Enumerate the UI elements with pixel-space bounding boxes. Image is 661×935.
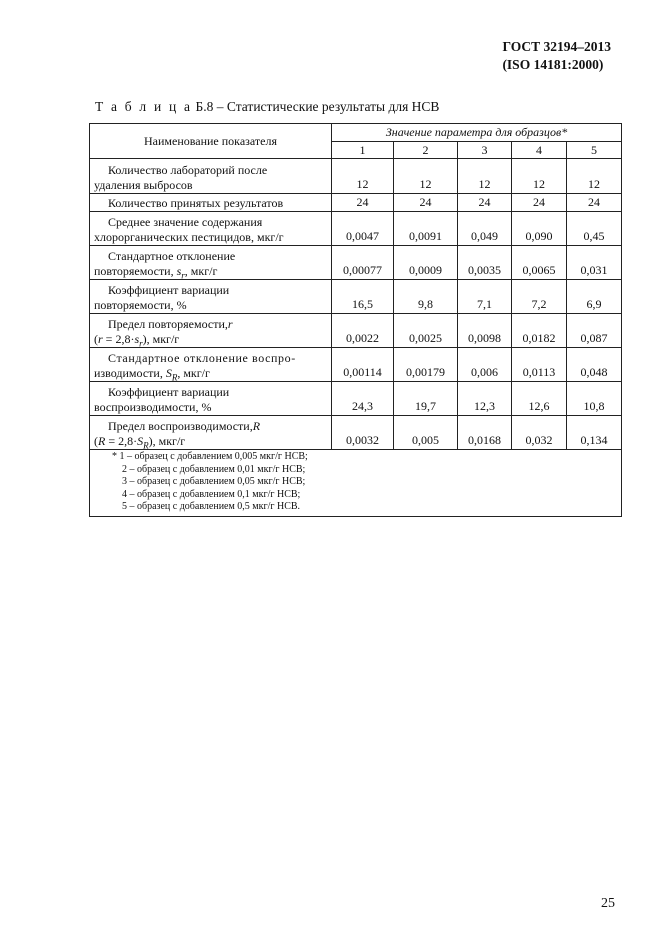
statistics-table [89, 123, 622, 517]
cell-value: 0,0009 [394, 246, 458, 280]
cell-value: 0,0032 [332, 416, 394, 450]
cell-value: 0,00114 [332, 348, 394, 382]
page-number: 25 [601, 896, 615, 911]
iso-reference: (ISO 14181:2000) [502, 57, 604, 72]
table-caption-prefix: Т а б л и ц а [95, 99, 193, 114]
table-notes-row [90, 450, 622, 517]
cell-value: 0,0025 [394, 314, 458, 348]
cell-value: 0,005 [394, 416, 458, 450]
cell-value: 0,049 [458, 212, 512, 246]
table-row [90, 212, 622, 246]
cell-value: 10,8 [567, 382, 622, 416]
cell-value: 24 [567, 194, 622, 212]
table-row [90, 382, 622, 416]
cell-value: 12 [394, 159, 458, 194]
cell-value: 0,00179 [394, 348, 458, 382]
document-header [502, 38, 611, 74]
cell-value: 24 [512, 194, 567, 212]
sample-header: 2 [394, 142, 458, 159]
table-header-row [90, 124, 622, 142]
cell-value: 6,9 [567, 280, 622, 314]
note-line: 5 – образец с добавлением 0,5 мкг/г НСВ. [122, 501, 301, 512]
cell-value: 0,0182 [512, 314, 567, 348]
cell-value: 7,2 [512, 280, 567, 314]
cell-value: 0,00077 [332, 246, 394, 280]
row-label: Коэффициент вариации воспроизводимости, % [90, 382, 332, 416]
cell-value: 24 [458, 194, 512, 212]
cell-value: 0,032 [512, 416, 567, 450]
cell-value: 9,8 [394, 280, 458, 314]
sample-header: 5 [567, 142, 622, 159]
table-row [90, 314, 622, 348]
cell-value: 0,45 [567, 212, 622, 246]
standard-number: ГОСТ 32194–2013 [502, 39, 611, 54]
cell-value: 19,7 [394, 382, 458, 416]
row-label: Предел повторяемости,r $(r = 2,8\cdot s_r)$, мкг/г [90, 314, 332, 348]
note-line: 2 – образец с добавлением 0,01 мкг/г НСВ; [122, 463, 306, 475]
cell-value: 0,0091 [394, 212, 458, 246]
cell-value: 0,0022 [332, 314, 394, 348]
note-line: 4 – образец с добавлением 0,1 мкг/г НСВ; [122, 488, 301, 500]
table-row [90, 159, 622, 194]
row-label: Стандартное отклонение воспро- изводимости, $S_R$, мкг/г [90, 348, 332, 382]
cell-value: 12 [458, 159, 512, 194]
table-row [90, 416, 622, 450]
cell-value: 0,048 [567, 348, 622, 382]
cell-value: 0,134 [567, 416, 622, 450]
sample-header: 3 [458, 142, 512, 159]
cell-value: 0,087 [567, 314, 622, 348]
cell-value: 0,090 [512, 212, 567, 246]
cell-value: 0,0047 [332, 212, 394, 246]
cell-value: 0,031 [567, 246, 622, 280]
sample-header: 1 [332, 142, 394, 159]
row-label: Коэффициент вариации повторяемости, % [90, 280, 332, 314]
table-row [90, 246, 622, 280]
table-row [90, 348, 622, 382]
column-header-name: Наименование показателя [90, 124, 332, 159]
cell-value: 0,006 [458, 348, 512, 382]
table-row [90, 194, 622, 212]
cell-value: 0,0065 [512, 246, 567, 280]
table-notes [90, 450, 622, 517]
sample-header: 4 [512, 142, 567, 159]
row-label: Предел воспроизводимости,R $(R = 2,8\cdot S_R)$, мкг/г [90, 416, 332, 450]
note-line: 3 – образец с добавлением 0,05 мкг/г НСВ; [122, 476, 306, 487]
cell-value: 12 [567, 159, 622, 194]
cell-value: 12,3 [458, 382, 512, 416]
table-row [90, 280, 622, 314]
row-label: Стандартное отклонение повторяемости, $s_r$, мкг/г [90, 246, 332, 280]
row-label: Среднее значение содержания хлорорганических пестицидов, мкг/г [90, 212, 332, 246]
row-label: Количество принятых результатов [90, 194, 332, 212]
cell-value: 16,5 [332, 280, 394, 314]
cell-value: 12 [332, 159, 394, 194]
cell-value: 12 [512, 159, 567, 194]
cell-value: 24 [394, 194, 458, 212]
table-caption [95, 99, 439, 115]
cell-value: 0,0098 [458, 314, 512, 348]
cell-value: 24 [332, 194, 394, 212]
table-caption-text: Б.8 – Статистические результаты для НСВ [192, 99, 440, 114]
cell-value: 0,0168 [458, 416, 512, 450]
note-line: * 1 – образец с добавлением 0,005 мкг/г НСВ; [112, 451, 308, 462]
cell-value: 7,1 [458, 280, 512, 314]
cell-value: 0,0035 [458, 246, 512, 280]
cell-value: 24,3 [332, 382, 394, 416]
cell-value: 12,6 [512, 382, 567, 416]
cell-value: 0,0113 [512, 348, 567, 382]
row-label: Количество лабораторий после удаления выбросов [90, 159, 332, 194]
column-header-group: Значение параметра для образцов* [332, 124, 622, 142]
